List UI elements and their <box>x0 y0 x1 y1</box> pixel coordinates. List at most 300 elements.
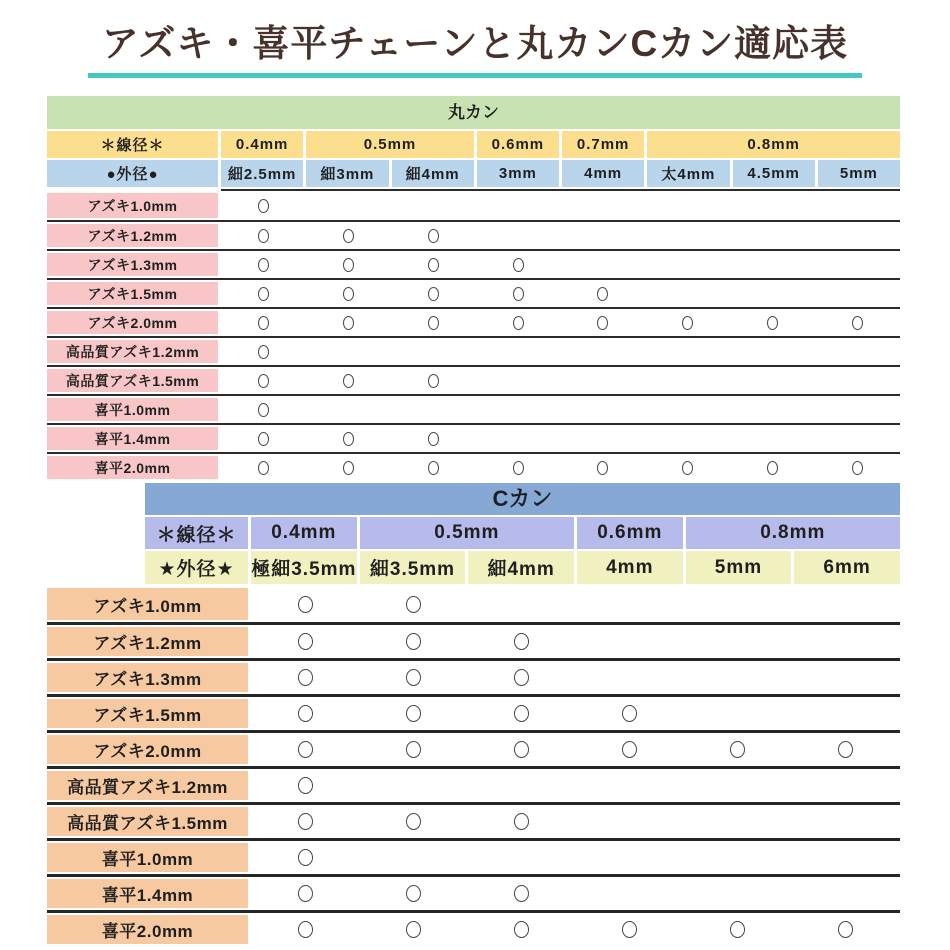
compat-cell <box>221 454 306 481</box>
compat-mark-icon <box>406 885 421 902</box>
compat-mark-icon <box>298 813 313 830</box>
compat-mark-icon <box>428 461 439 475</box>
outer-size-cell: 4.5mm <box>733 160 815 187</box>
compat-mark-icon <box>298 596 313 613</box>
compat-mark-icon <box>406 921 421 938</box>
compat-cell <box>684 661 792 694</box>
compat-mark-icon <box>298 633 313 650</box>
compat-cell <box>730 367 815 394</box>
row-label: アズキ2.0mm <box>47 735 248 764</box>
compat-cell <box>815 338 900 365</box>
compat-cell <box>306 280 391 307</box>
outer-size-cell: 細4mm <box>468 551 574 584</box>
compat-mark-icon <box>298 849 313 866</box>
row-label: アズキ1.5mm <box>47 282 218 305</box>
compat-mark-icon <box>258 258 269 272</box>
compat-cell <box>251 769 359 802</box>
wire-size-cell: 0.8mm <box>647 131 900 158</box>
compat-cell <box>476 191 561 220</box>
compat-mark-icon <box>514 885 529 902</box>
marukan-table-title: 丸カン <box>47 96 900 129</box>
compat-mark-icon <box>428 258 439 272</box>
compat-cell <box>561 309 646 336</box>
compat-mark-icon <box>513 461 524 475</box>
marukan-table-row <box>47 452 900 481</box>
compat-cell <box>730 454 815 481</box>
compat-cell <box>467 733 575 766</box>
row-label: アズキ1.2mm <box>47 627 248 656</box>
compat-cell <box>359 697 467 730</box>
compat-cell <box>306 396 391 423</box>
compat-cell <box>467 913 575 946</box>
compat-mark-icon <box>622 741 637 758</box>
row-cells <box>251 697 900 730</box>
row-cells <box>221 367 900 394</box>
compat-cell <box>576 625 684 658</box>
compat-cell <box>561 425 646 452</box>
compat-cell <box>576 877 684 910</box>
compat-cell <box>815 425 900 452</box>
compat-cell <box>730 191 815 220</box>
row-label: 喜平2.0mm <box>47 915 248 944</box>
row-cells <box>221 191 900 220</box>
ckan-table-row <box>47 730 900 766</box>
compat-cell <box>221 280 306 307</box>
compat-mark-icon <box>343 287 354 301</box>
compat-cell <box>251 841 359 874</box>
compat-cell <box>645 367 730 394</box>
row-cells <box>251 841 900 874</box>
compat-mark-icon <box>682 461 693 475</box>
page-title: アズキ・喜平チェーンと丸カンCカン適応表 <box>88 13 862 78</box>
row-label: アズキ1.0mm <box>47 193 218 218</box>
compat-mark-icon <box>406 669 421 686</box>
row-label: アズキ1.0mm <box>47 588 248 620</box>
compat-mark-icon <box>298 705 313 722</box>
compat-cell <box>251 913 359 946</box>
compat-cell <box>306 222 391 249</box>
compat-cell <box>221 191 306 220</box>
compat-mark-icon <box>838 741 853 758</box>
compat-cell <box>467 661 575 694</box>
row-cells <box>221 222 900 249</box>
compat-cell <box>476 251 561 278</box>
ckan-compat-table <box>47 483 900 946</box>
row-label: 高品質アズキ1.2mm <box>47 340 218 363</box>
compat-cell <box>561 280 646 307</box>
compat-cell <box>576 661 684 694</box>
compat-mark-icon <box>428 287 439 301</box>
ckan-table-row <box>47 622 900 658</box>
outer-size-cell: 細4mm <box>392 160 474 187</box>
compat-cell <box>792 661 900 694</box>
row-cells <box>251 661 900 694</box>
outer-size-cell: 3mm <box>477 160 559 187</box>
row-label: 喜平1.4mm <box>47 879 248 908</box>
compat-cell <box>251 733 359 766</box>
compat-cell <box>391 191 476 220</box>
compat-cell <box>306 309 391 336</box>
compat-cell <box>359 769 467 802</box>
compat-cell <box>684 769 792 802</box>
marukan-table-row <box>47 423 900 452</box>
row-cells <box>251 625 900 658</box>
wire-size-cell: 0.7mm <box>562 131 644 158</box>
compat-cell <box>792 877 900 910</box>
compat-cell <box>645 338 730 365</box>
compat-mark-icon <box>406 633 421 650</box>
marukan-table-row <box>47 394 900 423</box>
compat-mark-icon <box>258 403 269 417</box>
row-label: アズキ1.3mm <box>47 253 218 276</box>
compat-cell <box>730 251 815 278</box>
compat-cell <box>684 733 792 766</box>
compat-cell <box>221 309 306 336</box>
row-label: 喜平1.4mm <box>47 427 218 450</box>
compat-cell <box>467 697 575 730</box>
compat-cell <box>391 367 476 394</box>
compat-cell <box>684 877 792 910</box>
compat-mark-icon <box>343 258 354 272</box>
ckan-table-row <box>47 766 900 802</box>
ckan-table-row <box>47 802 900 838</box>
row-cells <box>251 586 900 622</box>
compat-cell <box>251 805 359 838</box>
row-cells <box>221 309 900 336</box>
compat-mark-icon <box>428 374 439 388</box>
compat-cell <box>306 425 391 452</box>
compat-cell <box>645 222 730 249</box>
marukan-compat-table <box>47 96 900 481</box>
compat-mark-icon <box>298 741 313 758</box>
compat-mark-icon <box>513 316 524 330</box>
compat-mark-icon <box>343 374 354 388</box>
compat-cell <box>561 222 646 249</box>
compat-cell <box>576 586 684 622</box>
wire-diameter-label: ＊線径＊ <box>145 517 248 549</box>
compat-cell <box>359 661 467 694</box>
marukan-table-row <box>47 191 900 220</box>
compat-cell <box>561 251 646 278</box>
ckan-table-row <box>47 910 900 946</box>
row-label: 高品質アズキ1.2mm <box>47 771 248 800</box>
row-cells <box>251 913 900 946</box>
compat-cell <box>645 191 730 220</box>
ckan-table-row <box>47 874 900 910</box>
outer-size-cell: 極細3.5mm <box>251 551 357 584</box>
compat-cell <box>645 280 730 307</box>
compat-mark-icon <box>513 258 524 272</box>
compat-mark-icon <box>258 316 269 330</box>
outer-size-cell: 細3.5mm <box>360 551 466 584</box>
compat-mark-icon <box>258 287 269 301</box>
compat-mark-icon <box>730 921 745 938</box>
ckan-table-row <box>47 838 900 874</box>
row-label: アズキ1.3mm <box>47 663 248 692</box>
compat-mark-icon <box>622 921 637 938</box>
compat-cell <box>391 251 476 278</box>
compat-cell <box>476 454 561 481</box>
row-cells <box>221 425 900 452</box>
row-cells <box>251 733 900 766</box>
compat-cell <box>815 396 900 423</box>
marukan-table-row <box>47 249 900 278</box>
compat-mark-icon <box>428 316 439 330</box>
compat-mark-icon <box>852 461 863 475</box>
compat-cell <box>476 222 561 249</box>
marukan-outer-row <box>47 160 900 187</box>
compat-mark-icon <box>514 669 529 686</box>
compat-mark-icon <box>406 813 421 830</box>
row-cells <box>221 280 900 307</box>
compat-cell <box>684 697 792 730</box>
wire-size-cell: 0.6mm <box>577 517 683 549</box>
compat-cell <box>467 586 575 622</box>
ckan-table-title: Cカン <box>145 483 900 515</box>
compat-cell <box>792 586 900 622</box>
compat-cell <box>221 251 306 278</box>
compat-mark-icon <box>597 461 608 475</box>
compat-cell <box>359 913 467 946</box>
marukan-wire-row <box>47 131 900 158</box>
compat-mark-icon <box>406 705 421 722</box>
compat-mark-icon <box>258 199 269 213</box>
compat-cell <box>792 805 900 838</box>
marukan-table-row <box>47 278 900 307</box>
row-label: 喜平1.0mm <box>47 398 218 421</box>
compat-mark-icon <box>514 633 529 650</box>
compat-mark-icon <box>406 596 421 613</box>
marukan-table-row <box>47 307 900 336</box>
compat-cell <box>221 367 306 394</box>
compat-cell <box>684 913 792 946</box>
compat-cell <box>251 877 359 910</box>
row-label: 喜平2.0mm <box>47 456 218 479</box>
wire-size-cell: 0.4mm <box>221 131 303 158</box>
marukan-table-row <box>47 336 900 365</box>
compat-cell <box>730 222 815 249</box>
compat-cell <box>815 280 900 307</box>
compat-cell <box>306 454 391 481</box>
compat-cell <box>221 338 306 365</box>
compat-cell <box>359 733 467 766</box>
compat-mark-icon <box>767 461 778 475</box>
compat-cell <box>792 625 900 658</box>
compat-cell <box>576 697 684 730</box>
compat-mark-icon <box>343 316 354 330</box>
row-cells <box>221 454 900 481</box>
compat-mark-icon <box>428 229 439 243</box>
compat-mark-icon <box>343 461 354 475</box>
compat-mark-icon <box>298 669 313 686</box>
compat-cell <box>359 877 467 910</box>
outer-size-cell: 4mm <box>562 160 644 187</box>
compat-cell <box>391 454 476 481</box>
compat-cell <box>645 454 730 481</box>
row-label: アズキ2.0mm <box>47 311 218 334</box>
compat-mark-icon <box>298 885 313 902</box>
compat-mark-icon <box>258 374 269 388</box>
compat-cell <box>467 877 575 910</box>
compat-cell <box>645 425 730 452</box>
compat-cell <box>815 367 900 394</box>
compat-cell <box>730 280 815 307</box>
compat-cell <box>476 280 561 307</box>
compat-mark-icon <box>514 921 529 938</box>
compat-mark-icon <box>258 345 269 359</box>
ckan-table-row <box>47 658 900 694</box>
row-label: 高品質アズキ1.5mm <box>47 807 248 836</box>
compat-cell <box>359 625 467 658</box>
compat-cell <box>815 251 900 278</box>
compat-cell <box>476 309 561 336</box>
compat-cell <box>251 625 359 658</box>
wire-size-cell: 0.4mm <box>251 517 357 549</box>
marukan-table-row <box>47 365 900 394</box>
outer-size-cell: 5mm <box>818 160 900 187</box>
ckan-table-row <box>47 586 900 622</box>
compat-mark-icon <box>343 229 354 243</box>
compat-mark-icon <box>258 229 269 243</box>
outer-size-cell: 5mm <box>686 551 792 584</box>
compat-mark-icon <box>514 813 529 830</box>
compat-cell <box>359 841 467 874</box>
compat-mark-icon <box>838 921 853 938</box>
compat-mark-icon <box>514 741 529 758</box>
compat-cell <box>561 191 646 220</box>
compat-cell <box>467 769 575 802</box>
compat-cell <box>730 338 815 365</box>
ckan-outer-row <box>145 551 900 584</box>
compat-cell <box>221 222 306 249</box>
compat-cell <box>815 309 900 336</box>
row-cells <box>221 251 900 278</box>
compat-cell <box>576 733 684 766</box>
compat-cell <box>792 913 900 946</box>
compat-cell <box>561 454 646 481</box>
row-label: アズキ1.2mm <box>47 224 218 247</box>
compat-mark-icon <box>258 432 269 446</box>
compat-cell <box>792 841 900 874</box>
compat-cell <box>306 191 391 220</box>
compat-mark-icon <box>730 741 745 758</box>
compat-cell <box>391 222 476 249</box>
compat-cell <box>476 396 561 423</box>
row-cells <box>221 338 900 365</box>
compat-cell <box>576 805 684 838</box>
outer-diameter-label: ★外径★ <box>145 551 248 584</box>
wire-size-cell: 0.5mm <box>360 517 574 549</box>
row-cells <box>251 805 900 838</box>
compat-mark-icon <box>852 316 863 330</box>
compat-cell <box>815 222 900 249</box>
compat-cell <box>792 769 900 802</box>
compat-cell <box>467 841 575 874</box>
compat-cell <box>561 338 646 365</box>
marukan-table-row <box>47 220 900 249</box>
compat-mark-icon <box>597 287 608 301</box>
compat-mark-icon <box>258 461 269 475</box>
row-label: アズキ1.5mm <box>47 699 248 728</box>
compat-cell <box>792 697 900 730</box>
compat-cell <box>561 396 646 423</box>
compat-cell <box>684 586 792 622</box>
compat-cell <box>815 454 900 481</box>
compat-mark-icon <box>298 777 313 794</box>
outer-diameter-label: ●外径● <box>47 160 218 187</box>
compat-cell <box>576 769 684 802</box>
compat-cell <box>476 425 561 452</box>
row-cells <box>251 877 900 910</box>
row-cells <box>251 769 900 802</box>
compat-cell <box>467 805 575 838</box>
page-header <box>0 13 950 78</box>
compat-cell <box>645 396 730 423</box>
compat-cell <box>221 396 306 423</box>
compat-mark-icon <box>622 705 637 722</box>
row-label: 高品質アズキ1.5mm <box>47 369 218 392</box>
outer-size-cell: 6mm <box>794 551 900 584</box>
outer-size-cell: 4mm <box>577 551 683 584</box>
compat-cell <box>730 309 815 336</box>
compat-cell <box>306 338 391 365</box>
compat-cell <box>251 586 359 622</box>
compat-mark-icon <box>513 287 524 301</box>
compat-cell <box>467 625 575 658</box>
wire-size-cell: 0.5mm <box>306 131 474 158</box>
compat-cell <box>391 425 476 452</box>
row-cells <box>221 396 900 423</box>
compat-cell <box>251 661 359 694</box>
compat-mark-icon <box>767 316 778 330</box>
wire-size-cell: 0.6mm <box>477 131 559 158</box>
compat-mark-icon <box>406 741 421 758</box>
compat-cell <box>359 586 467 622</box>
compat-mark-icon <box>682 316 693 330</box>
compat-cell <box>792 733 900 766</box>
outer-size-cell: 細3mm <box>306 160 388 187</box>
compat-cell <box>306 251 391 278</box>
outer-size-cell: 細2.5mm <box>221 160 303 187</box>
compat-cell <box>391 338 476 365</box>
compat-cell <box>576 841 684 874</box>
compat-cell <box>476 367 561 394</box>
ckan-table-row <box>47 694 900 730</box>
compat-cell <box>306 367 391 394</box>
row-label: 喜平1.0mm <box>47 843 248 872</box>
outer-size-cell: 太4mm <box>647 160 729 187</box>
compat-cell <box>730 396 815 423</box>
compat-cell <box>684 625 792 658</box>
compat-cell <box>684 841 792 874</box>
ckan-wire-row <box>145 517 900 549</box>
compat-mark-icon <box>514 705 529 722</box>
compat-cell <box>251 697 359 730</box>
wire-size-cell: 0.8mm <box>686 517 900 549</box>
compat-cell <box>561 367 646 394</box>
compat-cell <box>221 425 306 452</box>
compat-mark-icon <box>343 432 354 446</box>
compat-mark-icon <box>428 432 439 446</box>
compat-cell <box>576 913 684 946</box>
compat-cell <box>391 396 476 423</box>
compat-cell <box>391 309 476 336</box>
compat-cell <box>684 805 792 838</box>
compat-cell <box>391 280 476 307</box>
compat-cell <box>730 425 815 452</box>
compat-cell <box>476 338 561 365</box>
compat-cell <box>359 805 467 838</box>
